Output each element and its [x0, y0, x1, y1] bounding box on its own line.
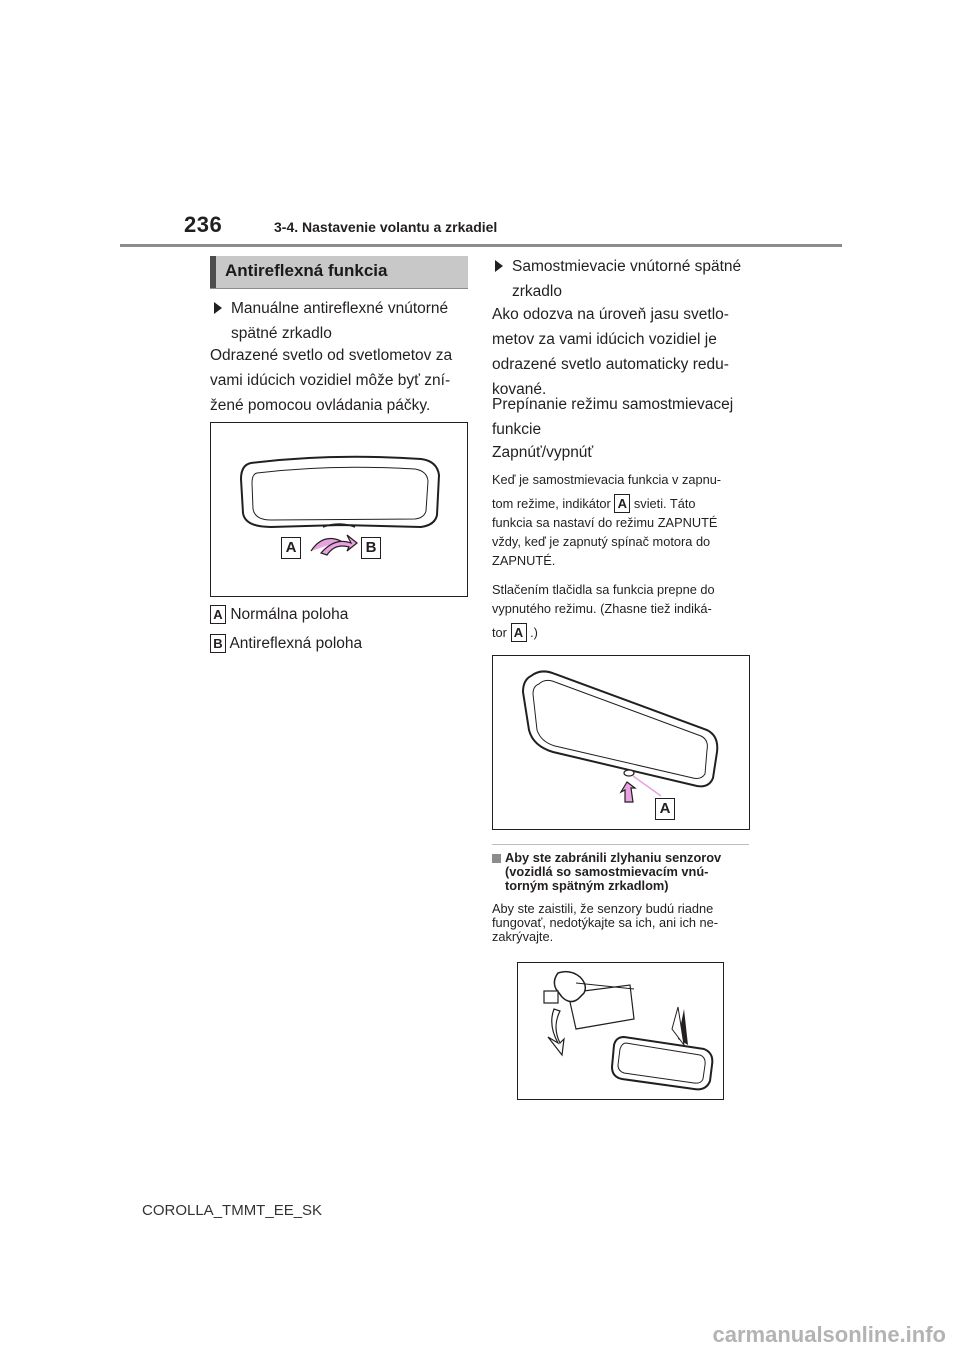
paragraph-line: Ako odozva na úroveň jasu svetlo-	[492, 306, 729, 323]
footer-document-code: COROLLA_TMMT_EE_SK	[142, 1202, 323, 1219]
legend-text: Normálna poloha	[230, 606, 349, 623]
small-line: vypnutého režimu. (Zhasne tiež indiká-	[492, 601, 712, 616]
sensors-illustration	[518, 963, 723, 1099]
bullet-line: zrkadlo	[512, 283, 562, 300]
page-number: 236	[184, 212, 223, 237]
note-text	[492, 902, 718, 944]
note-line: fungovať, nedotýkajte sa ich, ani ich ne-	[492, 915, 719, 930]
paragraph-line: vami idúcich vozidiel môže byť zní-	[210, 372, 451, 389]
heading-underline	[210, 288, 468, 289]
bullet-triangle-icon	[495, 260, 503, 272]
mirror-illustration	[211, 423, 467, 596]
note-heading-line: Aby ste zabránili zlyhaniu senzorov	[505, 850, 722, 865]
paragraph-line: Odrazené svetlo od svetlometov za	[210, 347, 453, 364]
figure-label-b: B	[361, 537, 381, 559]
note-line: zakrývajte.	[492, 929, 554, 944]
note-heading	[492, 851, 752, 895]
paragraph-line: kované.	[492, 381, 547, 398]
inline-label-a: A	[511, 623, 527, 642]
bullet-triangle-icon	[214, 302, 222, 314]
subheading-on-off: Zapnúť/vypnúť	[492, 444, 594, 461]
figure-manual-mirror	[210, 422, 468, 597]
small-text-off-mode	[492, 580, 715, 642]
section-heading-text: Antireflexná funkcia	[225, 261, 388, 280]
figure-label-a: A	[655, 798, 675, 820]
bullet-auto-mirror	[495, 254, 755, 304]
square-bullet-icon	[492, 854, 501, 863]
legend-text: Antireflexná poloha	[229, 635, 363, 652]
small-text-on-mode	[492, 470, 721, 570]
paragraph-switching	[492, 392, 733, 442]
small-line: tom režime, indikátor A svieti. Táto	[492, 496, 696, 511]
small-line: ZAPNUTÉ.	[492, 553, 556, 568]
watermark: carmanualsonline.info	[712, 1322, 946, 1347]
note-heading-line: (vozidlá so samostmievacím vnú-	[505, 864, 709, 879]
paragraph-line: funkcie	[492, 421, 542, 438]
bullet-line: Manuálne antireflexné vnútorné	[231, 300, 449, 317]
paragraph-line: žené pomocou ovládania páčky.	[210, 397, 431, 414]
paragraph-manual	[210, 343, 452, 418]
paragraph-line: metov za vami idúcich vozidiel je	[492, 331, 717, 348]
bullet-line: spätné zrkadlo	[231, 325, 332, 342]
small-line: funkcia sa nastaví do režimu ZAPNUTÉ	[492, 515, 718, 530]
small-line: vždy, keď je zapnutý spínač motora do	[492, 534, 711, 549]
bullet-line: Samostmievacie vnútorné spätné	[512, 258, 742, 275]
figure-sensors	[517, 962, 724, 1100]
small-line: Keď je samostmievacia funkcia v zapnu-	[492, 472, 722, 487]
heading-bar	[210, 256, 216, 288]
legend-item-b	[210, 631, 362, 656]
bullet-manual-mirror	[214, 296, 474, 346]
small-line: Stlačením tlačidla sa funkcia prepne do	[492, 582, 715, 597]
legend-letter: A	[210, 605, 226, 624]
legend-item-a	[210, 602, 348, 627]
paragraph-line: odrazené svetlo automaticky redu-	[492, 356, 729, 373]
paragraph-auto	[492, 302, 729, 402]
note-heading-line: torným spätným zrkadlom)	[505, 878, 669, 893]
paragraph-line: Prepínanie režimu samostmievacej	[492, 396, 734, 413]
figure-auto-mirror	[492, 655, 750, 830]
small-line: tor A .)	[492, 625, 538, 640]
figure-label-a: A	[281, 537, 301, 559]
note-divider	[492, 844, 749, 845]
header-divider	[120, 244, 842, 247]
auto-mirror-illustration	[493, 656, 749, 829]
note-line: Aby ste zaistili, že senzory budú riadne	[492, 901, 714, 916]
inline-label-a: A	[614, 494, 630, 513]
section-heading	[210, 256, 468, 288]
legend-letter: B	[210, 634, 226, 653]
section-title: 3-4. Nastavenie volantu a zrkadiel	[274, 219, 498, 235]
